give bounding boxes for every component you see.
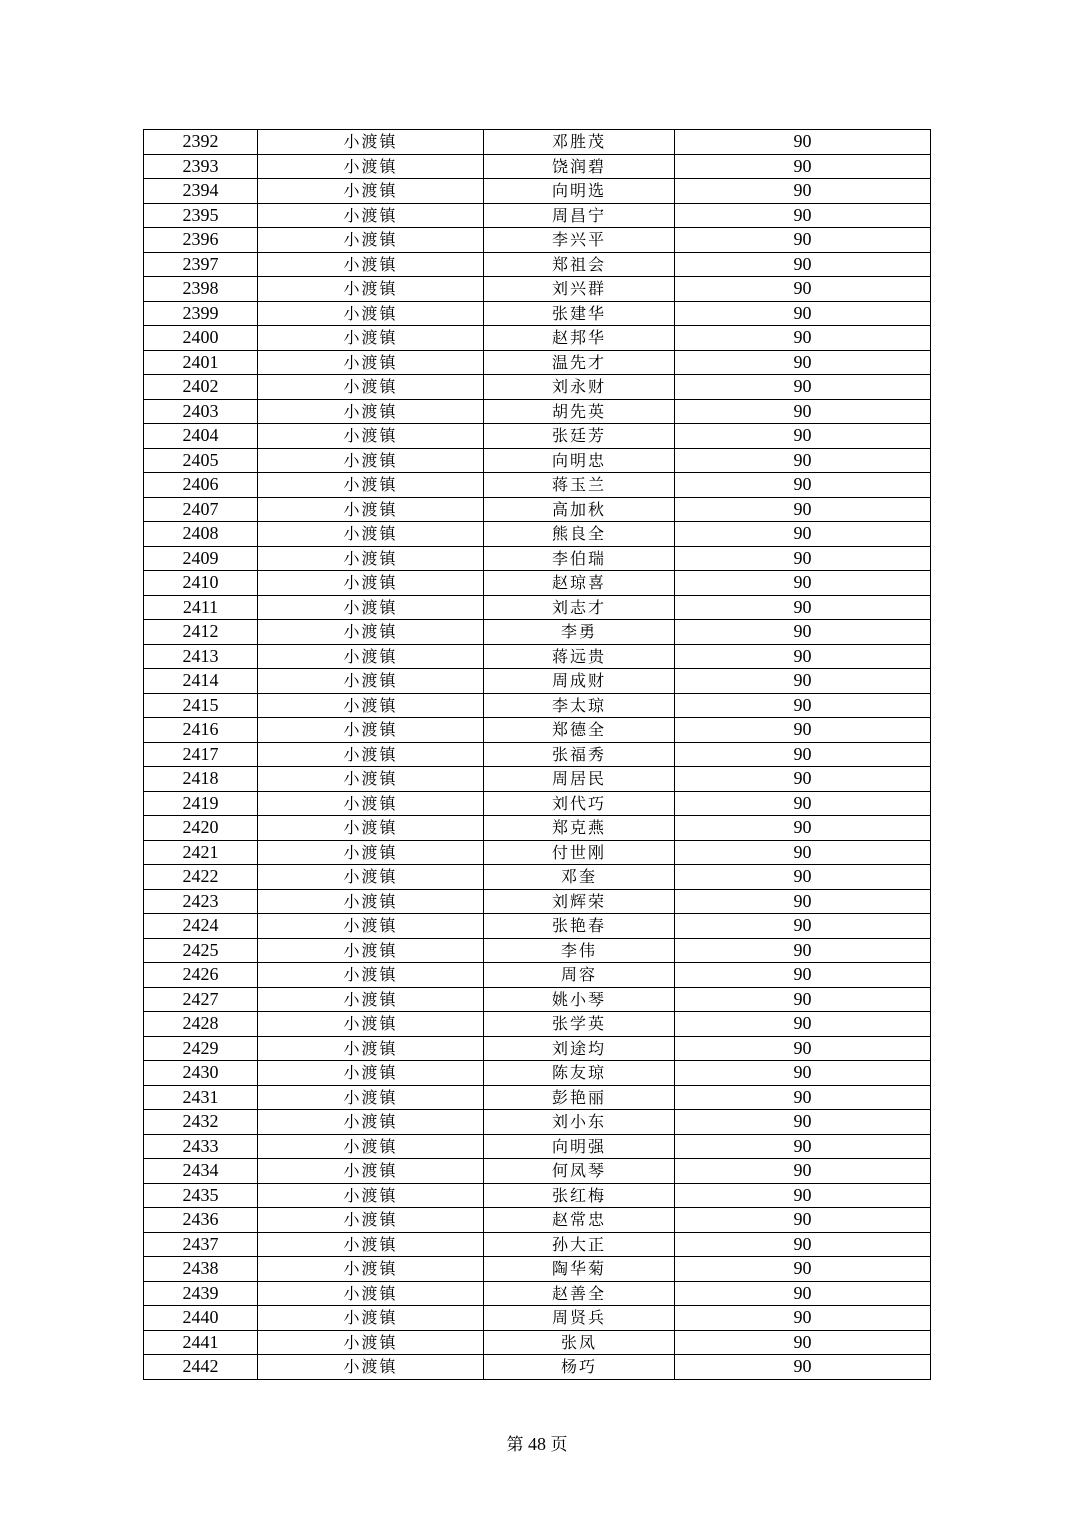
serial-number-cell: 2403 xyxy=(144,399,258,424)
score-cell: 90 xyxy=(675,595,931,620)
table-row xyxy=(144,228,931,253)
name-cell: 赵邦华 xyxy=(484,326,675,351)
serial-number-cell: 2434 xyxy=(144,1159,258,1184)
table-row xyxy=(144,1036,931,1061)
town-cell: 小渡镇 xyxy=(258,522,484,547)
score-cell: 90 xyxy=(675,963,931,988)
serial-number-cell: 2402 xyxy=(144,375,258,400)
serial-number-cell: 2420 xyxy=(144,816,258,841)
town-cell: 小渡镇 xyxy=(258,1281,484,1306)
table-row xyxy=(144,1012,931,1037)
score-cell: 90 xyxy=(675,840,931,865)
serial-number-cell: 2440 xyxy=(144,1306,258,1331)
score-cell: 90 xyxy=(675,693,931,718)
table-row xyxy=(144,742,931,767)
table-row xyxy=(144,497,931,522)
score-cell: 90 xyxy=(675,522,931,547)
name-cell: 张廷芳 xyxy=(484,424,675,449)
town-cell: 小渡镇 xyxy=(258,1134,484,1159)
table-row xyxy=(144,1330,931,1355)
town-cell: 小渡镇 xyxy=(258,326,484,351)
name-cell: 张凤 xyxy=(484,1330,675,1355)
roster-table-body xyxy=(144,130,931,1380)
name-cell: 李勇 xyxy=(484,620,675,645)
table-row xyxy=(144,1134,931,1159)
name-cell: 姚小琴 xyxy=(484,987,675,1012)
table-row xyxy=(144,252,931,277)
serial-number-cell: 2392 xyxy=(144,130,258,155)
serial-number-cell: 2399 xyxy=(144,301,258,326)
score-cell: 90 xyxy=(675,644,931,669)
name-cell: 向明选 xyxy=(484,179,675,204)
town-cell: 小渡镇 xyxy=(258,1085,484,1110)
score-cell: 90 xyxy=(675,889,931,914)
page-footer xyxy=(0,1430,1074,1455)
score-cell: 90 xyxy=(675,1159,931,1184)
town-cell: 小渡镇 xyxy=(258,203,484,228)
name-cell: 周昌宁 xyxy=(484,203,675,228)
town-cell: 小渡镇 xyxy=(258,1183,484,1208)
score-cell: 90 xyxy=(675,1110,931,1135)
name-cell: 陶华菊 xyxy=(484,1257,675,1282)
name-cell: 温先才 xyxy=(484,350,675,375)
table-row xyxy=(144,448,931,473)
serial-number-cell: 2441 xyxy=(144,1330,258,1355)
serial-number-cell: 2426 xyxy=(144,963,258,988)
name-cell: 蒋玉兰 xyxy=(484,473,675,498)
serial-number-cell: 2435 xyxy=(144,1183,258,1208)
score-cell: 90 xyxy=(675,718,931,743)
name-cell: 郑祖会 xyxy=(484,252,675,277)
name-cell: 胡先英 xyxy=(484,399,675,424)
table-row xyxy=(144,179,931,204)
table-row xyxy=(144,399,931,424)
town-cell: 小渡镇 xyxy=(258,252,484,277)
name-cell: 赵常忠 xyxy=(484,1208,675,1233)
serial-number-cell: 2424 xyxy=(144,914,258,939)
score-cell: 90 xyxy=(675,914,931,939)
score-cell: 90 xyxy=(675,1330,931,1355)
score-cell: 90 xyxy=(675,1036,931,1061)
town-cell: 小渡镇 xyxy=(258,1232,484,1257)
serial-number-cell: 2442 xyxy=(144,1355,258,1380)
score-cell: 90 xyxy=(675,938,931,963)
town-cell: 小渡镇 xyxy=(258,767,484,792)
score-cell: 90 xyxy=(675,1355,931,1380)
name-cell: 饶润碧 xyxy=(484,154,675,179)
table-row xyxy=(144,1110,931,1135)
town-cell: 小渡镇 xyxy=(258,620,484,645)
score-cell: 90 xyxy=(675,301,931,326)
town-cell: 小渡镇 xyxy=(258,399,484,424)
serial-number-cell: 2421 xyxy=(144,840,258,865)
serial-number-cell: 2428 xyxy=(144,1012,258,1037)
score-cell: 90 xyxy=(675,1134,931,1159)
name-cell: 向明强 xyxy=(484,1134,675,1159)
table-row xyxy=(144,571,931,596)
serial-number-cell: 2419 xyxy=(144,791,258,816)
serial-number-cell: 2417 xyxy=(144,742,258,767)
name-cell: 陈友琼 xyxy=(484,1061,675,1086)
name-cell: 蒋远贵 xyxy=(484,644,675,669)
serial-number-cell: 2411 xyxy=(144,595,258,620)
town-cell: 小渡镇 xyxy=(258,914,484,939)
score-cell: 90 xyxy=(675,1012,931,1037)
name-cell: 邓奎 xyxy=(484,865,675,890)
serial-number-cell: 2412 xyxy=(144,620,258,645)
town-cell: 小渡镇 xyxy=(258,228,484,253)
name-cell: 赵善全 xyxy=(484,1281,675,1306)
score-cell: 90 xyxy=(675,1232,931,1257)
town-cell: 小渡镇 xyxy=(258,350,484,375)
town-cell: 小渡镇 xyxy=(258,816,484,841)
town-cell: 小渡镇 xyxy=(258,277,484,302)
score-cell: 90 xyxy=(675,546,931,571)
name-cell: 张建华 xyxy=(484,301,675,326)
table-row xyxy=(144,1281,931,1306)
town-cell: 小渡镇 xyxy=(258,473,484,498)
town-cell: 小渡镇 xyxy=(258,1110,484,1135)
town-cell: 小渡镇 xyxy=(258,1330,484,1355)
table-row xyxy=(144,424,931,449)
score-cell: 90 xyxy=(675,473,931,498)
table-row xyxy=(144,644,931,669)
score-cell: 90 xyxy=(675,669,931,694)
name-cell: 李太琼 xyxy=(484,693,675,718)
name-cell: 周容 xyxy=(484,963,675,988)
name-cell: 周成财 xyxy=(484,669,675,694)
score-cell: 90 xyxy=(675,1281,931,1306)
table-row xyxy=(144,350,931,375)
serial-number-cell: 2422 xyxy=(144,865,258,890)
table-row xyxy=(144,1208,931,1233)
table-row xyxy=(144,154,931,179)
footer-suffix: 页 xyxy=(550,1435,568,1455)
town-cell: 小渡镇 xyxy=(258,154,484,179)
town-cell: 小渡镇 xyxy=(258,130,484,155)
score-cell: 90 xyxy=(675,375,931,400)
serial-number-cell: 2416 xyxy=(144,718,258,743)
table-row xyxy=(144,546,931,571)
serial-number-cell: 2404 xyxy=(144,424,258,449)
score-cell: 90 xyxy=(675,571,931,596)
table-row xyxy=(144,669,931,694)
serial-number-cell: 2407 xyxy=(144,497,258,522)
town-cell: 小渡镇 xyxy=(258,1159,484,1184)
town-cell: 小渡镇 xyxy=(258,718,484,743)
name-cell: 付世刚 xyxy=(484,840,675,865)
serial-number-cell: 2395 xyxy=(144,203,258,228)
score-cell: 90 xyxy=(675,742,931,767)
town-cell: 小渡镇 xyxy=(258,546,484,571)
score-cell: 90 xyxy=(675,448,931,473)
table-row xyxy=(144,718,931,743)
name-cell: 高加秋 xyxy=(484,497,675,522)
name-cell: 李兴平 xyxy=(484,228,675,253)
score-cell: 90 xyxy=(675,816,931,841)
town-cell: 小渡镇 xyxy=(258,595,484,620)
town-cell: 小渡镇 xyxy=(258,1061,484,1086)
table-row xyxy=(144,1232,931,1257)
town-cell: 小渡镇 xyxy=(258,497,484,522)
score-cell: 90 xyxy=(675,987,931,1012)
table-row xyxy=(144,767,931,792)
name-cell: 张学英 xyxy=(484,1012,675,1037)
name-cell: 孙大正 xyxy=(484,1232,675,1257)
serial-number-cell: 2396 xyxy=(144,228,258,253)
page-number: 48 xyxy=(528,1434,546,1454)
serial-number-cell: 2408 xyxy=(144,522,258,547)
town-cell: 小渡镇 xyxy=(258,791,484,816)
serial-number-cell: 2405 xyxy=(144,448,258,473)
serial-number-cell: 2430 xyxy=(144,1061,258,1086)
table-row xyxy=(144,326,931,351)
serial-number-cell: 2414 xyxy=(144,669,258,694)
table-row xyxy=(144,277,931,302)
score-cell: 90 xyxy=(675,865,931,890)
town-cell: 小渡镇 xyxy=(258,301,484,326)
town-cell: 小渡镇 xyxy=(258,1355,484,1380)
score-cell: 90 xyxy=(675,399,931,424)
name-cell: 邓胜茂 xyxy=(484,130,675,155)
table-row xyxy=(144,1306,931,1331)
serial-number-cell: 2406 xyxy=(144,473,258,498)
table-row xyxy=(144,963,931,988)
score-cell: 90 xyxy=(675,1208,931,1233)
town-cell: 小渡镇 xyxy=(258,1208,484,1233)
table-row xyxy=(144,203,931,228)
name-cell: 赵琼喜 xyxy=(484,571,675,596)
serial-number-cell: 2400 xyxy=(144,326,258,351)
table-row xyxy=(144,987,931,1012)
serial-number-cell: 2429 xyxy=(144,1036,258,1061)
table-row xyxy=(144,693,931,718)
name-cell: 李伟 xyxy=(484,938,675,963)
name-cell: 何凤琴 xyxy=(484,1159,675,1184)
town-cell: 小渡镇 xyxy=(258,571,484,596)
town-cell: 小渡镇 xyxy=(258,448,484,473)
name-cell: 刘辉荣 xyxy=(484,889,675,914)
name-cell: 杨巧 xyxy=(484,1355,675,1380)
name-cell: 刘兴群 xyxy=(484,277,675,302)
town-cell: 小渡镇 xyxy=(258,644,484,669)
table-row xyxy=(144,375,931,400)
serial-number-cell: 2413 xyxy=(144,644,258,669)
table-row xyxy=(144,620,931,645)
serial-number-cell: 2397 xyxy=(144,252,258,277)
town-cell: 小渡镇 xyxy=(258,693,484,718)
score-cell: 90 xyxy=(675,620,931,645)
name-cell: 李伯瑞 xyxy=(484,546,675,571)
name-cell: 刘永财 xyxy=(484,375,675,400)
score-cell: 90 xyxy=(675,767,931,792)
name-cell: 张福秀 xyxy=(484,742,675,767)
town-cell: 小渡镇 xyxy=(258,1257,484,1282)
town-cell: 小渡镇 xyxy=(258,865,484,890)
town-cell: 小渡镇 xyxy=(258,1306,484,1331)
score-cell: 90 xyxy=(675,424,931,449)
serial-number-cell: 2401 xyxy=(144,350,258,375)
name-cell: 郑克燕 xyxy=(484,816,675,841)
score-cell: 90 xyxy=(675,228,931,253)
name-cell: 郑德全 xyxy=(484,718,675,743)
serial-number-cell: 2418 xyxy=(144,767,258,792)
name-cell: 张红梅 xyxy=(484,1183,675,1208)
table-row xyxy=(144,595,931,620)
roster-table xyxy=(143,129,931,1380)
name-cell: 张艳春 xyxy=(484,914,675,939)
score-cell: 90 xyxy=(675,1085,931,1110)
town-cell: 小渡镇 xyxy=(258,424,484,449)
serial-number-cell: 2432 xyxy=(144,1110,258,1135)
score-cell: 90 xyxy=(675,203,931,228)
score-cell: 90 xyxy=(675,326,931,351)
score-cell: 90 xyxy=(675,497,931,522)
name-cell: 刘志才 xyxy=(484,595,675,620)
score-cell: 90 xyxy=(675,791,931,816)
table-row xyxy=(144,1085,931,1110)
town-cell: 小渡镇 xyxy=(258,1036,484,1061)
serial-number-cell: 2433 xyxy=(144,1134,258,1159)
town-cell: 小渡镇 xyxy=(258,669,484,694)
score-cell: 90 xyxy=(675,1061,931,1086)
score-cell: 90 xyxy=(675,277,931,302)
serial-number-cell: 2425 xyxy=(144,938,258,963)
serial-number-cell: 2423 xyxy=(144,889,258,914)
table-row xyxy=(144,840,931,865)
serial-number-cell: 2427 xyxy=(144,987,258,1012)
town-cell: 小渡镇 xyxy=(258,179,484,204)
name-cell: 熊良全 xyxy=(484,522,675,547)
table-row xyxy=(144,1061,931,1086)
serial-number-cell: 2437 xyxy=(144,1232,258,1257)
table-row xyxy=(144,816,931,841)
town-cell: 小渡镇 xyxy=(258,375,484,400)
table-row xyxy=(144,865,931,890)
score-cell: 90 xyxy=(675,179,931,204)
table-row xyxy=(144,1159,931,1184)
score-cell: 90 xyxy=(675,1183,931,1208)
table-row xyxy=(144,1183,931,1208)
table-row xyxy=(144,130,931,155)
serial-number-cell: 2410 xyxy=(144,571,258,596)
town-cell: 小渡镇 xyxy=(258,742,484,767)
score-cell: 90 xyxy=(675,1257,931,1282)
table-row xyxy=(144,522,931,547)
serial-number-cell: 2415 xyxy=(144,693,258,718)
footer-prefix: 第 xyxy=(506,1435,524,1455)
score-cell: 90 xyxy=(675,1306,931,1331)
score-cell: 90 xyxy=(675,130,931,155)
score-cell: 90 xyxy=(675,252,931,277)
name-cell: 刘途均 xyxy=(484,1036,675,1061)
town-cell: 小渡镇 xyxy=(258,987,484,1012)
table-row xyxy=(144,301,931,326)
table-row xyxy=(144,938,931,963)
score-cell: 90 xyxy=(675,350,931,375)
serial-number-cell: 2438 xyxy=(144,1257,258,1282)
serial-number-cell: 2439 xyxy=(144,1281,258,1306)
name-cell: 周贤兵 xyxy=(484,1306,675,1331)
serial-number-cell: 2436 xyxy=(144,1208,258,1233)
name-cell: 向明忠 xyxy=(484,448,675,473)
serial-number-cell: 2394 xyxy=(144,179,258,204)
serial-number-cell: 2409 xyxy=(144,546,258,571)
table-row xyxy=(144,914,931,939)
serial-number-cell: 2431 xyxy=(144,1085,258,1110)
score-cell: 90 xyxy=(675,154,931,179)
name-cell: 周居民 xyxy=(484,767,675,792)
town-cell: 小渡镇 xyxy=(258,889,484,914)
town-cell: 小渡镇 xyxy=(258,938,484,963)
town-cell: 小渡镇 xyxy=(258,963,484,988)
table-row xyxy=(144,791,931,816)
town-cell: 小渡镇 xyxy=(258,1012,484,1037)
table-row xyxy=(144,1355,931,1380)
serial-number-cell: 2393 xyxy=(144,154,258,179)
town-cell: 小渡镇 xyxy=(258,840,484,865)
name-cell: 彭艳丽 xyxy=(484,1085,675,1110)
table-row xyxy=(144,1257,931,1282)
table-row xyxy=(144,889,931,914)
name-cell: 刘代巧 xyxy=(484,791,675,816)
serial-number-cell: 2398 xyxy=(144,277,258,302)
name-cell: 刘小东 xyxy=(484,1110,675,1135)
table-row xyxy=(144,473,931,498)
